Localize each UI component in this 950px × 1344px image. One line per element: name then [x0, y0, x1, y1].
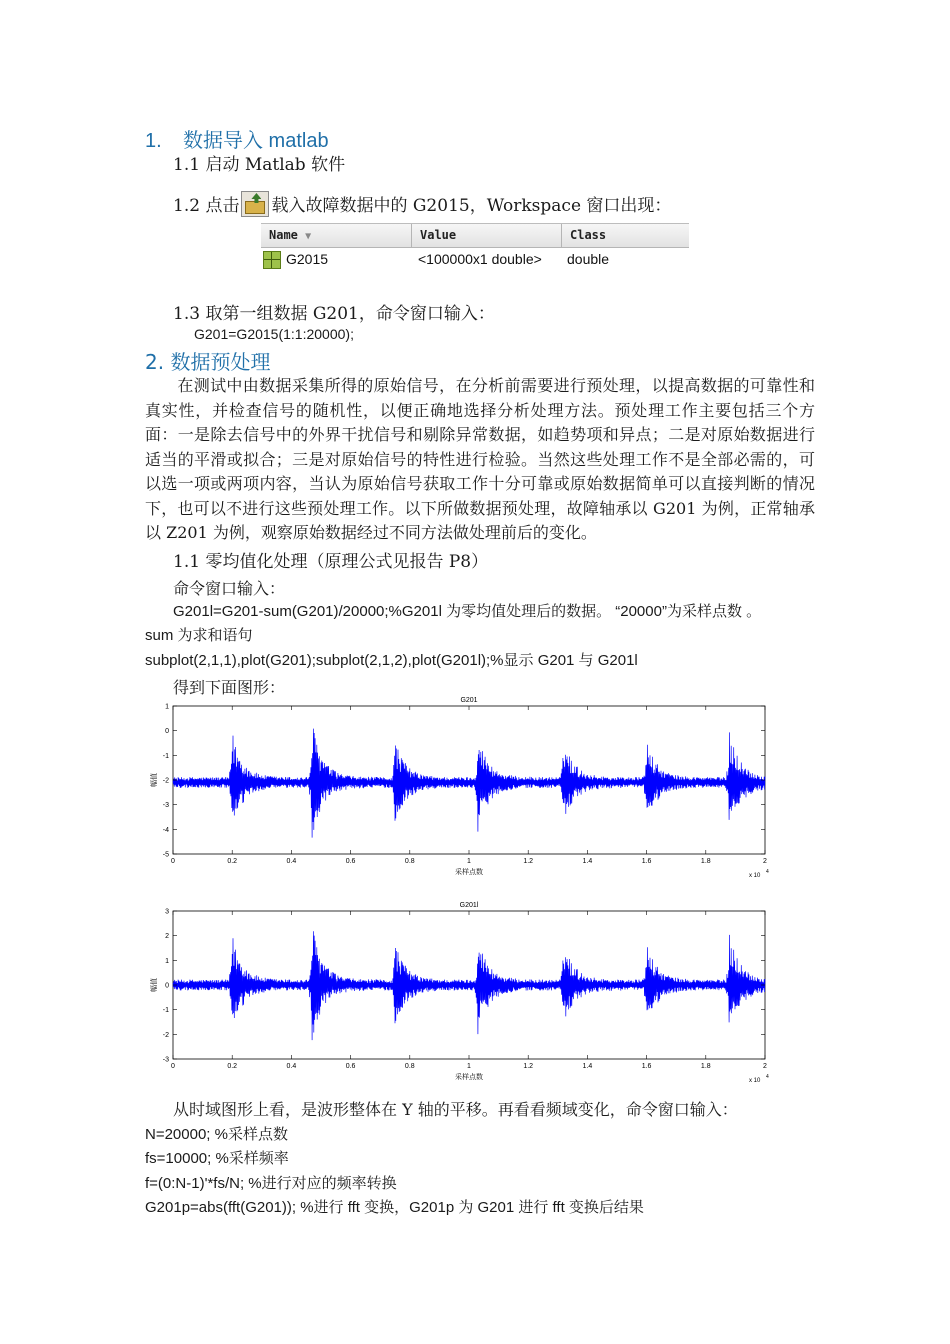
chart1-ytick-label: -3 [162, 1056, 169, 1064]
chart1-ytick-label: 2 [165, 933, 169, 941]
code-zero-mean: G201l=G201-sum(G201)/20000;%G201l 为零均值处理后的数据。 “20000”为采样点数 。 [173, 603, 762, 620]
chart1-xtick-label: 0.6 [345, 1063, 356, 1070]
chart1-xtick-label: 0 [171, 1063, 175, 1070]
chart-g201l-svg [145, 898, 775, 1086]
chart1-x-multiplier-exp: 4 [766, 1074, 769, 1080]
chart0-ytick-label: 1 [165, 703, 169, 711]
chart1-xtick-label: 0.4 [286, 1063, 297, 1070]
chart0-ytick-label: -2 [162, 777, 169, 785]
variable-grid-icon [263, 251, 281, 269]
column-header-name[interactable]: Name ▼ [261, 224, 412, 247]
step-1-3: 1.3 取第一组数据 G201，命令窗口输入： [173, 304, 495, 324]
chart1-xtick-label: 1.2 [523, 1063, 534, 1070]
workspace-panel [261, 223, 689, 280]
chart1-ytick-label: 0 [165, 982, 169, 990]
section1-heading [145, 124, 329, 153]
code-subplot: subplot(2,1,1),plot(G201);subplot(2,1,2),plot(G201l);%显示 G201 与 G201l [145, 652, 638, 669]
command-label: 命令窗口输入： [173, 579, 286, 598]
step-1-3-code: G201=G2015(1:1:20000); [194, 326, 354, 342]
chart0-ytick-label: 0 [165, 728, 169, 736]
workspace-header [261, 224, 689, 248]
chart1-ytick-label: -1 [162, 1007, 169, 1015]
result-label: 得到下面图形： [173, 678, 286, 697]
chart-g201 [145, 693, 775, 881]
chart0-xtick-label: 1.6 [641, 858, 652, 865]
chart0-xtick-label: 0 [171, 858, 175, 865]
chart0-ytick-label: -1 [162, 752, 169, 760]
chart1-xlabel: 采样点数 [455, 1073, 483, 1081]
chart1-title: G201l [459, 902, 479, 909]
variable-class: double [567, 251, 610, 267]
code-fft: G201p=abs(fft(G201)); %进行 fft 变换，G201p 为 G201 进行 fft 变换后结果 [145, 1199, 644, 1216]
code-n: N=20000; %采样点数 [145, 1126, 288, 1143]
chart-g201l [145, 898, 775, 1086]
chart1-ylabel: 幅值 [150, 978, 158, 992]
chart1-xtick-label: 1.6 [641, 1063, 652, 1070]
chart0-x-multiplier-exp: 4 [766, 869, 769, 875]
chart1-xtick-label: 1 [467, 1063, 471, 1070]
chart1-ytick-label: 1 [165, 957, 169, 965]
chart1-xtick-label: 1.8 [700, 1063, 711, 1070]
chart0-xlabel: 采样点数 [455, 868, 483, 876]
column-header-class[interactable]: Class [570, 228, 607, 242]
step-1-2-suffix: 载入故障数据中的 G2015，Workspace 窗口出现： [271, 196, 672, 216]
chart1-xtick-label: 0.8 [404, 1063, 415, 1070]
chart-g201-svg [145, 693, 775, 881]
chart1-ytick-label: 3 [165, 908, 169, 916]
code-f: f=(0:N-1)'*fs/N; %进行对应的频率转换 [145, 1175, 397, 1192]
chart1-xtick-label: 0.2 [227, 1063, 238, 1070]
chart0-ytick-label: -5 [162, 851, 169, 859]
section1-number: 1. [145, 130, 162, 152]
workspace-row[interactable] [261, 248, 689, 270]
section2-heading: 2. 数据预处理 [145, 350, 271, 374]
variable-name: G2015 [286, 251, 329, 267]
step-1-1: 1.1 启动 Matlab 软件 [173, 155, 346, 175]
sort-down-icon: ▼ [305, 231, 312, 242]
chart1-xtick-label: 2 [763, 1063, 767, 1070]
code-fs: fs=10000; %采样频率 [145, 1150, 289, 1167]
chart0-xtick-label: 0.2 [227, 858, 238, 865]
chart0-xtick-label: 1.4 [582, 858, 593, 865]
section1-title: 数据导入 matlab [183, 130, 329, 152]
load-data-icon[interactable] [241, 191, 269, 217]
chart0-xtick-label: 1.2 [523, 858, 534, 865]
chart0-title: G201 [460, 697, 478, 704]
step-1-2-prefix: 1.2 点击 [173, 196, 240, 216]
after-chart-text: 从时域图形上看，是波形整体在 Y 轴的平移。再看看频域变化，命令窗口输入： [173, 1100, 738, 1119]
chart0-xtick-label: 2 [763, 858, 767, 865]
chart0-xtick-label: 0.6 [345, 858, 356, 865]
chart0-xtick-label: 1.8 [700, 858, 711, 865]
chart0-ytick-label: -3 [162, 802, 169, 810]
chart0-xtick-label: 0.4 [286, 858, 297, 865]
chart1-xtick-label: 1.4 [582, 1063, 593, 1070]
chart0-xtick-label: 1 [467, 858, 471, 865]
step-1-2 [173, 191, 671, 217]
chart0-ytick-label: -4 [162, 826, 169, 834]
chart1-x-multiplier: x 10 [749, 1078, 761, 1084]
subsection-zero-mean: 1.1 零均值化处理（原理公式见报告 P8） [173, 552, 489, 572]
chart0-xtick-label: 0.8 [404, 858, 415, 865]
preprocessing-paragraph: 在测试中由数据采集所得的原始信号，在分析前需要进行预处理，以提高数据的可靠性和真实性，并检查信号的随机性，以便正确地选择分析处理方法。预处理工作主要包括三个方面：一是除去信号中的外界干扰信号和剔除异常数据，如趋势项和异点；二是对原始数据进行适当的平滑或拟合；三是对原始信号的特性进行检验。当然这些处理工作不是全部必需的，可以选一项或两项内容，当认为原始信号获取工作十分可靠或原始数据简单可以直接判断的情况下，也可以不进行这些预处理工作。以下所做数据预处理，故障轴承以 G201 为例，正常轴承以 Z201 为例，观察原始数据经过不同方法做处理前后的变化。 [145, 376, 815, 542]
code-zero-mean-cont: sum 为求和语句 [145, 627, 253, 644]
variable-value: <100000x1 double> [418, 251, 542, 267]
chart1-ytick-label: -2 [162, 1031, 169, 1039]
column-header-value[interactable]: Value [412, 224, 562, 247]
chart0-x-multiplier: x 10 [749, 873, 761, 879]
chart0-ylabel: 幅值 [150, 773, 158, 787]
